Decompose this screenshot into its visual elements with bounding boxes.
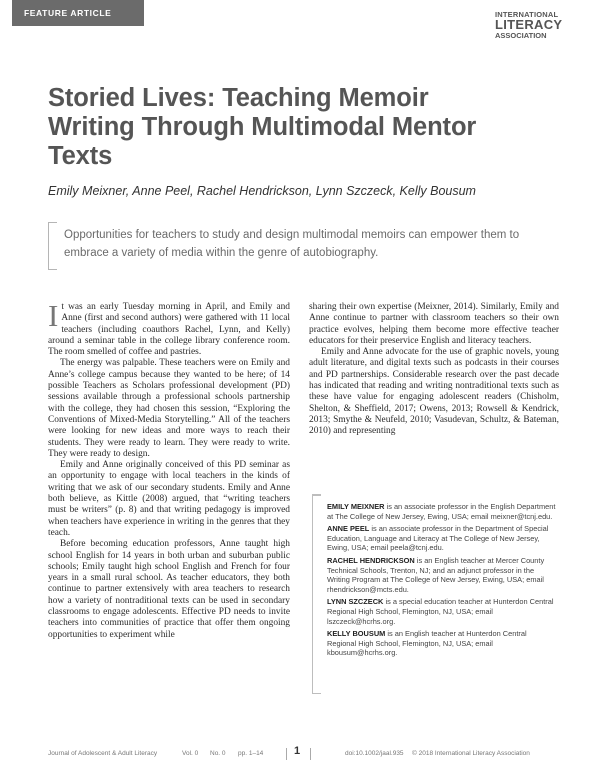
author-bio <box>327 502 557 521</box>
abstract-block <box>48 222 558 270</box>
body-paragraph: The energy was palpable. These teachers were on Emily and Anne’s college campus because they wanted to be here; of 14 possible Teachers as Scholars professional development (PD) sessions available through a professional schools partnership with the college, they had chosen this session, “Exploring the Conventions of Mixed-Media Storytelling.” All of the teachers were looking for new ideas and more ways to reach their students. They were ready to learn. They were ready to write. They were ready to design. <box>48 358 290 459</box>
author-bio-text: is an English teacher at Mercer County Technical Schools, Trenton, NJ; and an adjunct professor in the Writing Program at The College of New Jersey, Ewing, USA; email rhendrickson@mcts.edu. <box>327 555 545 594</box>
author-bio <box>327 597 557 626</box>
footer-divider <box>286 748 287 760</box>
article-authors: Emily Meixner, Anne Peel, Rachel Hendrickson, Lynn Szczeck, Kelly Bousum <box>48 184 476 198</box>
issue-number: No. 0 <box>210 750 226 757</box>
abstract-bracket <box>48 222 57 270</box>
author-bio <box>327 629 557 658</box>
body-paragraph: Before becoming education professors, Anne taught high school English for 14 years in both urban and suburban public schools; Emily taught high school English and French for four years in a small rural school. As teacher educators, they both continue to partner extensively with area teachers to research how a variety of nontraditional texts can be used in secondary classrooms to engage adolescents. Effective PD needs to invite teachers into communities of practice that offer them ongoing opportunities to experiment while <box>48 539 290 640</box>
author-bio-text: is an associate professor in the Department of Special Education, Language and Literacy at The College of New Jersey, Ewing, USA; email peela@tcnj.edu. <box>327 524 549 553</box>
page-number: 1 <box>294 745 301 757</box>
section-tab: FEATURE ARTICLE <box>12 0 144 26</box>
body-paragraph <box>48 298 290 358</box>
author-bio-name: KELLY BOUSUM <box>327 629 386 639</box>
author-bio <box>327 524 557 553</box>
author-bios-box <box>312 494 559 694</box>
author-bio-text: is an English teacher at Hunterdon Central Regional High School, Flemington, NJ, USA; email kbousum@hcrhs.org. <box>327 629 527 658</box>
footer-divider <box>310 748 311 760</box>
doi-text: doi:10.1002/jaal.935 <box>345 750 404 757</box>
body-column-right <box>309 302 559 438</box>
article-title: Storied Lives: Teaching Memoir Writing Through Multimodal Mentor Texts <box>48 84 477 170</box>
logo-line-2: LITERACY <box>495 17 563 32</box>
author-bio-name: ANNE PEEL <box>327 524 370 534</box>
page-range: pp. 1–14 <box>238 750 264 757</box>
author-bio-text: is an associate professor in the English Department at The College of New Jersey, Ewing, USA; email meixner@tcnj.edu. <box>327 502 556 521</box>
bio-box-tick-bottom <box>313 693 321 695</box>
abstract-text: Opportunities for teachers to study and design multimodal memoirs can empower them to embrace a variety of media within the genre of autobiography. <box>64 229 520 259</box>
paragraph-text: t was an early Tuesday morning in April, and Emily and Anne (first and second authors) were gathered with 11 local teachers (including coauthors Rachel, Lynn, and Kelly) around a seminar table in the college library conference room. The room smelled of coffee and pastries. <box>48 302 290 358</box>
drop-cap: I <box>48 298 59 333</box>
author-bio-text: is a special education teacher at Hunterdon Central Regional High School, Flemington, NJ, USA; email lszczeck@hcrhs.org. <box>327 597 554 626</box>
body-column-left <box>48 298 290 641</box>
bio-box-tick-top <box>313 494 321 496</box>
body-paragraph: sharing their own expertise (Meixner, 2014). Similarly, Emily and Anne continue to partner with classroom teachers so their own practice evolves, helping them become more effective teacher educators for their preservice English and literacy teachers. <box>309 302 559 346</box>
journal-name: Journal of Adolescent & Adult Literacy <box>48 750 158 757</box>
author-bios <box>327 502 557 661</box>
author-bio-name: RACHEL HENDRICKSON <box>327 555 415 565</box>
logo-line-3: ASSOCIATION <box>495 31 547 40</box>
author-bio-name: EMILY MEIXNER <box>327 502 385 511</box>
logo-line-1: INTERNATIONAL <box>495 10 559 19</box>
copyright-text: © 2018 International Literacy Association <box>412 750 530 757</box>
ila-logo <box>495 10 590 40</box>
body-paragraph: Emily and Anne advocate for the use of graphic novels, young adult literature, and digital texts such as podcasts in their courses and PD partnerships. Considerable research over the past decade has indicated that reading and writing nontraditional texts such as these have value for engaging adolescent readers (Chisholm, Shelton, & Sheffield, 2017; Owens, 2013; Rowsell & Kendrick, 2013; Smythe & Neufeld, 2010; Vasudevan, Schultz, & Bateman, 2010) and representing <box>309 347 559 437</box>
author-bio <box>327 556 557 594</box>
volume-number: Vol. 0 <box>182 750 199 757</box>
author-bio-name: LYNN SZCZECK <box>327 597 384 607</box>
body-paragraph: Emily and Anne originally conceived of this PD seminar as an opportunity to engage with local teachers in the kinds of writing that we ask of our secondary students. Emily and Anne both believe, as Kittle (2008) argued, that “writing teachers must be writers” (p. 8) and that writing pedagogy is improved when teachers have experience in writing in the genres that they teach. <box>48 460 290 538</box>
page-footer <box>0 744 600 764</box>
